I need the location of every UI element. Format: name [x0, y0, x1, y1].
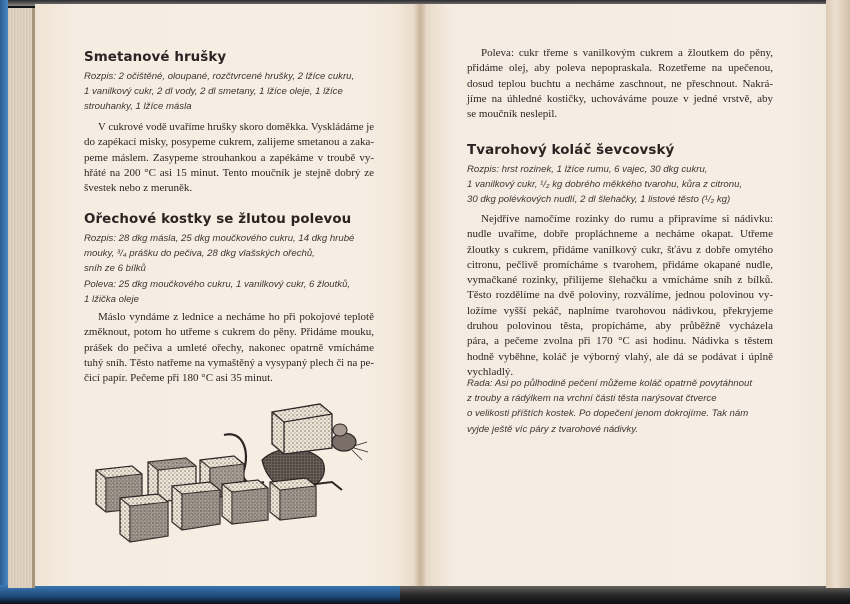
recipe-title: Tvarohový koláč ševcovský: [467, 143, 675, 158]
recipe-body: [84, 120, 374, 196]
tip-line: o velikosti příštích kostek. Po dopečení jenom dokrojíme. Tak nám: [467, 408, 749, 420]
body-line: prášek do pečiva a umleté ořechy, nakonec opatrně vmícháme: [84, 341, 374, 354]
body-line: švestek nebo z meruněk.: [84, 182, 193, 195]
body-line: čicí papír. Pečeme při 180 °C asi 35 minut.: [84, 372, 273, 385]
book-cover-bottom: [0, 585, 400, 604]
body-line: vychladlý.: [467, 365, 514, 378]
body-line: nudle uvaříme, dobře propláchneme a necháme okapat. Utřeme: [467, 228, 773, 241]
cake-cube: [172, 482, 220, 530]
poleva-continuation: [467, 46, 773, 122]
carried-cake-cube: [272, 404, 332, 454]
body-line: pára, a pečeme zvolna při 170 °C asi hodinu. Nádivka s těstem: [467, 335, 773, 348]
page-stack-right: [826, 0, 850, 588]
ingredients-line: 30 dkg polévkových nudlí, 2 dl šlehačky, 1 listové těsto (¹/₂ kg): [467, 194, 731, 206]
book-gutter: [414, 4, 428, 586]
ingredients-line: sníh ze 6 bílků: [84, 263, 146, 275]
body-line: jíme na úhledné kostičky, uchováváme pouze v jedné vrstvě, aby: [467, 92, 773, 105]
body-line: Máslo vyndáme z lednice a necháme ho při pokojové teplotě: [98, 311, 374, 323]
body-line: změknout, potom ho utřeme s cukrem do pěny. Přidáme mouku,: [84, 326, 374, 339]
ingredients-line: mouky, ³/₄ prášku do pečiva, 28 dkg vlašských ořechů,: [84, 248, 315, 260]
body-line: hodně vyběhne, koláč je výborný vlahý, ale dá se podávat i úplně: [467, 350, 773, 363]
body-line: přidáme olej, aby poleva nepopraskala. Rozetřeme na upečenou,: [467, 62, 773, 75]
recipe-body: [84, 310, 374, 386]
recipe-title: Ořechové kostky se žlutou polevou: [84, 212, 352, 227]
recipe-tvarohovy-kolac: [467, 143, 773, 208]
ingredients-list: [467, 162, 773, 208]
tip-line: z trouby a rádýlkem na vrchní části těsta narýsovat čtverce: [467, 393, 717, 405]
recipe-tip: [467, 376, 773, 437]
body-line: Nejdříve namočíme rozinky do rumu a připravíme si nádivku:: [481, 213, 773, 225]
body-line: dosud teplou buchtu a necháme zaschnout, ne přeschnout. Nakrá-: [467, 77, 773, 90]
recipe-title: Smetanové hrušky: [84, 50, 227, 65]
ingredients-line: Rozpis: hrst rozinek, 1 lžíce rumu, 6 vajec, 30 dkg cukru,: [467, 164, 708, 175]
ingredients-line: Rozpis: 28 dkg másla, 25 dkg moučkového cukru, 14 dkg hrubé: [84, 233, 355, 244]
ingredients-line: Poleva: 25 dkg moučkového cukru, 1 vanilkový cukr, 6 žloutků,: [84, 278, 351, 290]
body-line: vymačkané rozinky, přilijeme šlehačku a vmícháme sníh z bílků.: [467, 274, 773, 287]
tip-line: vyjde ještě víc páry z tvarohové nádivky.: [467, 423, 638, 435]
body-line: tuhý sníh. Těsto natřeme na vymaštěný a vysypaný plech či na pe-: [84, 356, 374, 369]
mouse-head: [332, 433, 356, 451]
body-line: do zapékací misky, posypeme cukrem, zalijeme smetanou a zaka-: [84, 136, 374, 149]
ingredients-line: 1 vanilkový cukr, 2 dl vody, 2 dl smetany, 1 lžíce oleje, 1 lžíce: [84, 86, 343, 98]
ingredients-list: [84, 231, 374, 307]
recipe-body: [467, 212, 773, 380]
body-line: peme máslem. Zasypeme strouhankou a zapékáme v troubě vy-: [84, 151, 374, 164]
ingredients-line: Rozpis: 2 očištěné, oloupané, rozčtvrcené hrušky, 2 lžíce cukru,: [84, 71, 355, 82]
scanner-bottom-edge: [400, 585, 850, 604]
body-line: se moučník neslepil.: [467, 108, 558, 121]
cake-cube: [222, 480, 268, 524]
body-line: Těsto rozdělíme na dvě poloviny, rozválíme, jednou polovinou vy-: [467, 289, 773, 302]
ingredients-line: 1 vanilkový cukr, ¹/₂ kg dobrého měkkého tvarohu, kůra z citronu,: [467, 179, 743, 191]
ingredients-line: 1 lžička oleje: [84, 293, 139, 305]
tip-line: Rada: Asi po půlhodině pečení můžeme koláč opatrně povytáhnout: [467, 378, 752, 389]
book-cover-edge: [0, 0, 8, 590]
mouse-with-cake-cubes-illustration: [92, 390, 392, 555]
cake-cube: [270, 478, 316, 520]
body-line: V cukrové vodě uvaříme hrušky skoro doměkka. Vyskládáme je: [98, 121, 374, 133]
ingredients-list: [84, 69, 374, 115]
page-stack-left: [8, 8, 34, 588]
body-line: druhou polovinou těsta, propícháme, aby průběžně vycházela: [467, 320, 773, 333]
ingredients-line: strouhanky, 1 lžíce másla: [84, 101, 192, 113]
body-line: citronu, pečlivě promícháme s tvarohem, přidáme okapané nudle,: [467, 258, 773, 271]
body-line: žloutky s cukrem, přidáme vanilkový cukr, šťávu z dobře omytého: [467, 243, 773, 256]
recipe-smetanove-hrusky: [84, 50, 374, 115]
cake-cube: [120, 494, 168, 542]
body-line: Poleva: cukr třeme s vanilkovým cukrem a žloutkem do pěny,: [481, 47, 773, 59]
body-line: ložíme vyšší pekáč, naplníme tvarohovou nádivkou, překryjeme: [467, 304, 773, 317]
recipe-orechove-kostky: [84, 212, 374, 307]
body-line: hřáté na 200 °C asi 15 minut. Tento moučník je stejně dobrý ze: [84, 166, 374, 179]
